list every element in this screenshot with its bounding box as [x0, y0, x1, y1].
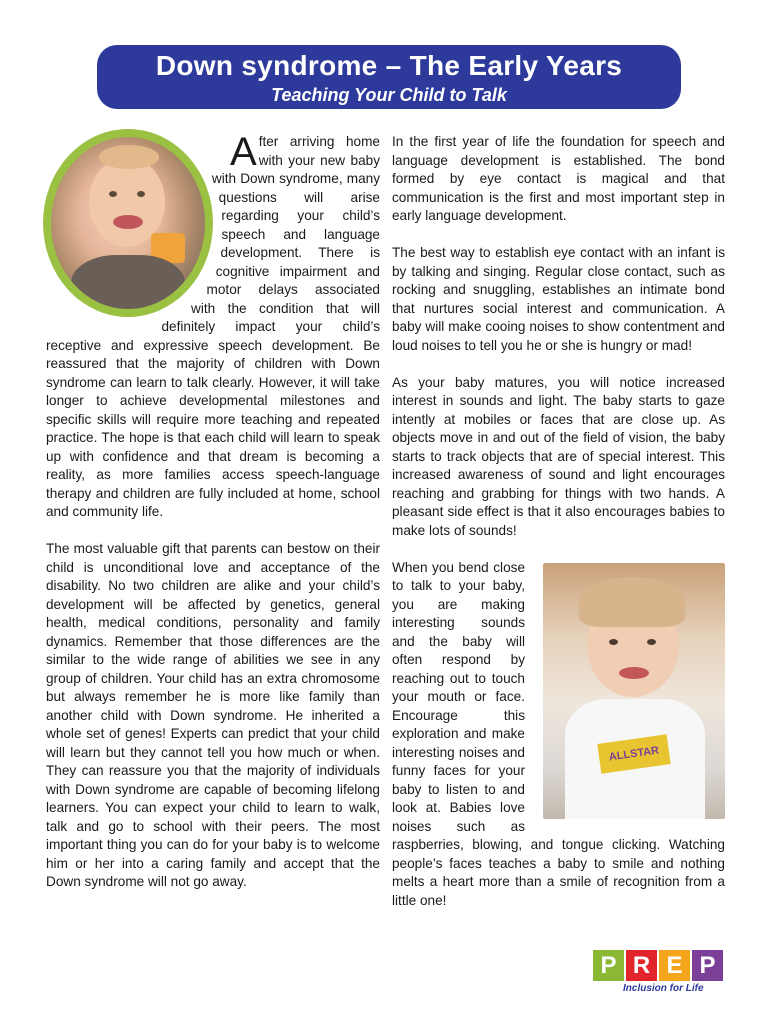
page-subtitle: Teaching Your Child to Talk — [271, 85, 507, 105]
logo-tagline: Inclusion for Life — [623, 983, 704, 994]
right-column — [392, 133, 725, 929]
right-paragraph-4: When you bend close to talk to your baby, you are making interesting sounds and the baby will often respond by reaching out to touch your mouth or face. Encourage this exploration and make interesting noises and funny faces for your baby to listen to and look at. Babies love noises such as raspberries, blowing, and tongue clicking. Watching people’s faces teaches a baby to smile and nothing melts a heart more than a smile of recognition from a little one! — [392, 559, 725, 908]
toddler-photo — [535, 559, 725, 823]
page-title: Down syndrome – The Early Years — [155, 50, 623, 81]
prep-logo — [593, 950, 733, 998]
drop-cap: A — [230, 130, 257, 174]
right-paragraph-1: In the first year of life the foundation for speech and language development is established. The bond formed by eye contact is magical and that communication is the first and most important step in early language development. — [392, 134, 725, 223]
title-banner — [97, 45, 681, 109]
baby-photo — [51, 137, 205, 309]
right-paragraph-3: As your baby matures, you will notice increased interest in sounds and light. The baby starts to gaze intently at mobiles or faces that are close up. As objects move in and out of the field of vision, the baby starts to track objects that are of special interest. This increased awareness of sound and light encourages reaching and grabbing for things with two hands. A pleasant side effect is that it also encourages babies to make lots of sounds! — [392, 374, 725, 538]
intro-paragraph — [46, 130, 380, 522]
left-paragraph-2: The most valuable gift that parents can bestow on their child is unconditional love and acceptance of the disability. No two children are alike and your child’s development will be affected by genetics, general health, medical conditions, personality and family dynamics. Remember that those differences are the similar to the wide range of abilities we see in any group of children. Your child has an extra chromosome but always remember he is more like family than another child with Down syndrome. He inherited a whole set of genes! Experts can predict that your child will learn but they cannot tell you how much or when. They can reassure you that the majority of individuals with Down syndrome are capable of becoming lifelong learners. You can expect your child to learn to walk, talk and go to school with their peers. The most important thing you can do for your baby is to welcome him or her into a caring family and accept that the Down syndrome will not go away. — [46, 541, 380, 889]
right-paragraph-2: The best way to establish eye contact with an infant is by talking and singing. Regular close contact, such as rocking and snuggling, establishes an intimate bond that nurtures social interest and communication. A baby will make cooing noises to show contentment and loud noises to tell you he or she is hungry or mad! — [392, 245, 725, 353]
logo-letter-p1: P — [593, 950, 624, 981]
baby-photo-circle — [38, 121, 230, 327]
logo-letter-e: E — [659, 950, 690, 981]
logo-letter-r: R — [626, 950, 657, 981]
toddler-photo-image — [543, 563, 725, 819]
right-paragraph-4-wrap — [392, 559, 725, 911]
shirt-print: ALLSTAR — [597, 734, 670, 773]
logo-letter-p2: P — [692, 950, 723, 981]
left-column — [46, 130, 380, 910]
intro-text: fter arriving home with your new baby with Down syndrome, many questions will arise regarding your child’s speech and language development. There is cognitive impairment and motor delays associated with the condition that will definitely impact your child’s receptive and expressive speech development. Be reassured that the majority of children with Down syndrome can learn to talk clearly. However, it will take longer to achieve developmental milestones and specific skills will require more teaching and repeated practice. The hope is that each child will learn to speak up with confidence and that dream is becoming a reality, as more families access speech-language therapy and children are fully included at home, school and community life. — [46, 134, 380, 519]
